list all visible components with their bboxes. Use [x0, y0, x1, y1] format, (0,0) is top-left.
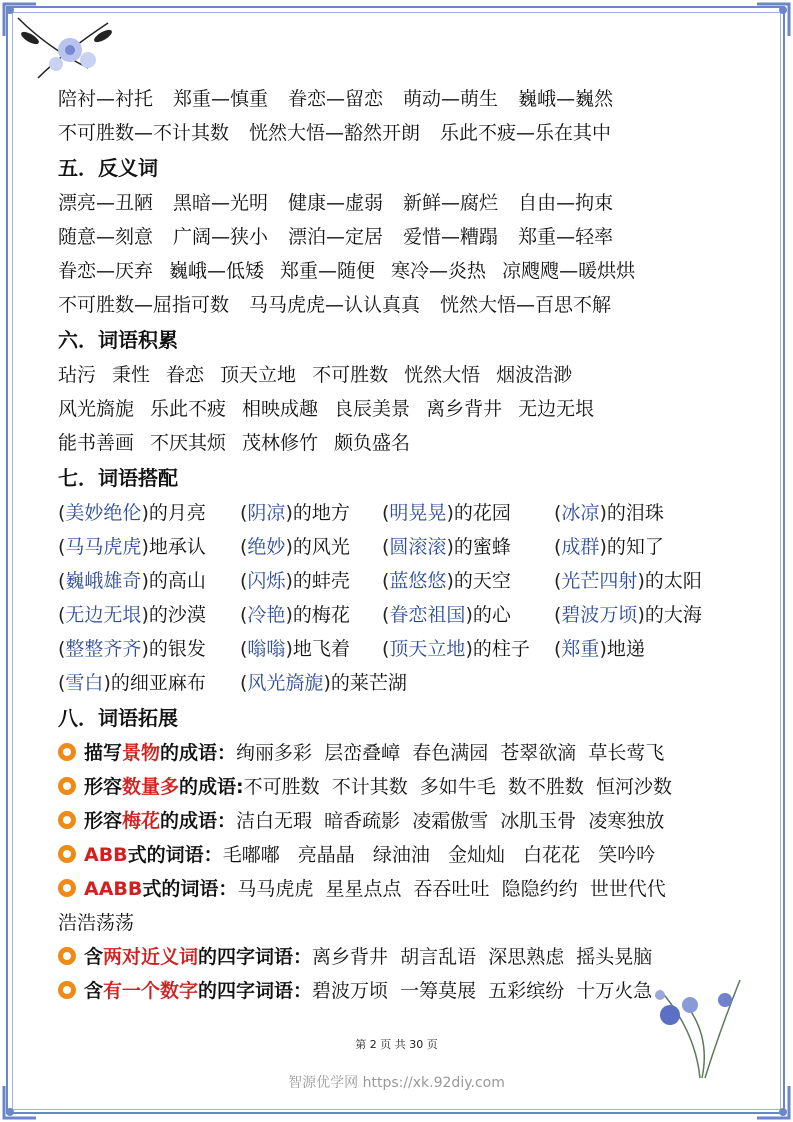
expansion-item: [58, 804, 738, 838]
collocation-row: [58, 632, 738, 666]
expansion-item: [58, 974, 738, 1008]
word-pair: 郑重—慎重: [173, 88, 269, 110]
collocation-noun: 的细亚麻布: [110, 672, 206, 694]
bullet-icon: [58, 845, 76, 863]
page-content: [58, 82, 738, 1008]
collocation-word: 眷恋祖国: [389, 604, 466, 626]
paren-open: (: [240, 502, 248, 524]
flower-decoration-icon: [8, 8, 128, 88]
collocation-word: 嗡嗡: [247, 638, 286, 660]
collocation-noun: 的月亮: [148, 502, 206, 524]
collocation-word: 蓝悠悠: [389, 570, 447, 592]
item-highlight: ABB: [84, 844, 128, 866]
collocation-noun: 的天空: [453, 570, 511, 592]
vocab-word: 良辰美景: [334, 398, 411, 420]
collocation-word: 圆滚滚: [389, 536, 447, 558]
section-heading: 八．词语拓展: [58, 706, 178, 730]
collocation-noun: 的蚌壳: [292, 570, 350, 592]
vocab-row: [58, 358, 738, 392]
paren-open: (: [58, 536, 66, 558]
word-pair: 郑重—随便: [280, 260, 376, 282]
wrapped-words: 浩浩荡荡: [58, 912, 135, 934]
bullet-icon: [58, 777, 76, 795]
paren-open: (: [58, 638, 66, 660]
collocation-word: 绝妙: [247, 536, 286, 558]
collocation-item: [58, 530, 240, 564]
collocation-noun: 的知了: [606, 536, 664, 558]
antonym-row: [58, 254, 738, 288]
paren-close: ): [599, 536, 607, 558]
collocation-word: 明晃晃: [389, 502, 447, 524]
vocab-word: 能书善画: [58, 432, 135, 454]
expansion-item: [58, 940, 738, 974]
word-pair: 寒冷—炎热: [391, 260, 487, 282]
watermark: 智源优学网 https://xk.92diy.com: [288, 1075, 505, 1091]
collocation-item: [382, 530, 554, 564]
item-words: 洁白无瑕 暗香疏影 凌霜傲雪 冰肌玉骨 凌寒独放: [236, 810, 665, 832]
bullet-icon: [58, 947, 76, 965]
word-pair: 陪衬—衬托: [58, 88, 154, 110]
collocation-noun: 的太阳: [644, 570, 702, 592]
synonym-row: [58, 116, 738, 150]
collocation-item: [58, 496, 240, 530]
collocation-word: 碧波万顷: [561, 604, 638, 626]
item-words: 绚丽多彩 层峦叠嶂 春色满园 苍翠欲滴 草长莺飞: [236, 742, 665, 764]
item-words: 离乡背井 胡言乱语 深思熟虑 摇头晃脑: [312, 946, 653, 968]
item-suffix: 的成语：: [160, 810, 237, 832]
collocation-noun: 的莱芒湖: [330, 672, 407, 694]
paren-close: ): [141, 570, 149, 592]
collocation-item: [554, 496, 724, 530]
collocation-word: 冰凉: [561, 502, 600, 524]
word-pair: 巍峨—巍然: [518, 88, 614, 110]
vocab-word: 乐此不疲: [150, 398, 227, 420]
page-footer: 第 2 页 共 30 页: [355, 1038, 438, 1051]
paren-open: (: [554, 536, 562, 558]
paren-close: ): [285, 536, 293, 558]
collocation-noun: 的花园: [453, 502, 511, 524]
expansion-item: [58, 736, 738, 770]
word-pair: 漂泊—定居: [288, 226, 384, 248]
paren-close: ): [141, 502, 149, 524]
expansion-item: [58, 872, 738, 906]
collocation-item: [382, 496, 554, 530]
collocation-item: [240, 530, 382, 564]
word-pair: 恍然大悟—豁然开朗: [249, 122, 421, 144]
vocab-word: 茂林修竹: [242, 432, 319, 454]
word-pair: 健康—虚弱: [288, 192, 384, 214]
collocation-noun: 的柱子: [472, 638, 530, 660]
collocation-item: [58, 564, 240, 598]
item-words: 碧波万顷 一筹莫展 五彩缤纷 十万火急: [312, 980, 653, 1002]
paren-open: (: [240, 604, 248, 626]
paren-close: ): [141, 638, 149, 660]
bullet-icon: [58, 743, 76, 761]
paren-open: (: [554, 570, 562, 592]
paren-close: ): [599, 502, 607, 524]
collocation-noun: 的银发: [148, 638, 206, 660]
vocab-word: 不可胜数: [312, 364, 389, 386]
collocation-item: [554, 598, 724, 632]
section-heading: 七．词语搭配: [58, 466, 178, 490]
synonym-row: [58, 82, 738, 116]
word-pair: 广阔—狭小: [173, 226, 269, 248]
vocab-word: 秉性: [112, 364, 151, 386]
vocab-row: [58, 392, 738, 426]
vocab-word: 恍然大悟: [404, 364, 481, 386]
collocation-word: 成群: [561, 536, 600, 558]
item-highlight: AABB: [84, 878, 143, 900]
vocab-word: 玷污: [58, 364, 97, 386]
item-highlight: 梅花: [122, 810, 161, 832]
paren-open: (: [58, 672, 66, 694]
corner-ornament-icon: [753, 0, 793, 40]
collocation-noun: 的梅花: [292, 604, 350, 626]
paren-close: ): [285, 638, 293, 660]
antonym-row: [58, 220, 738, 254]
expansion-list: [58, 736, 738, 1008]
collocation-word: 郑重: [561, 638, 600, 660]
collocation-row: [58, 666, 738, 700]
collocation-noun: 的蜜蜂: [453, 536, 511, 558]
item-suffix: 的成语:: [179, 776, 244, 798]
collocation-item: [240, 598, 382, 632]
item-highlight: 数量多: [122, 776, 180, 798]
vocab-word: 颇负盛名: [334, 432, 411, 454]
paren-close: ): [285, 570, 293, 592]
bullet-icon: [58, 981, 76, 999]
paren-open: (: [554, 638, 562, 660]
item-highlight: 景物: [122, 742, 161, 764]
collocation-item: [554, 530, 724, 564]
word-pair: 巍峨—低矮: [169, 260, 265, 282]
paren-open: (: [554, 502, 562, 524]
collocation-item: [382, 632, 554, 666]
item-prefix: 含: [84, 946, 104, 968]
collocation-word: 马马虎虎: [65, 536, 142, 558]
collocation-noun: 的高山: [148, 570, 206, 592]
word-pair: 爱惜—糟蹋: [403, 226, 499, 248]
vocab-word: 烟波浩渺: [496, 364, 573, 386]
collocation-word: 雪白: [65, 672, 104, 694]
collocation-word: 光芒四射: [561, 570, 638, 592]
expansion-item: [58, 770, 738, 804]
collocation-item: [58, 632, 240, 666]
collocation-item: [240, 632, 382, 666]
paren-open: (: [58, 502, 66, 524]
collocation-item: [382, 598, 554, 632]
collocation-list: [58, 496, 738, 700]
word-pair: 凉飕飕—暖烘烘: [502, 260, 636, 282]
paren-open: (: [58, 570, 66, 592]
paren-open: (: [382, 570, 390, 592]
word-pair: 乐此不疲—乐在其中: [440, 122, 612, 144]
item-suffix: 的四字词语：: [198, 946, 313, 968]
collocation-word: 阴凉: [247, 502, 286, 524]
item-prefix: 形容: [84, 810, 123, 832]
collocation-word: 风光旖旎: [247, 672, 324, 694]
vocab-word: 离乡背井: [426, 398, 503, 420]
collocation-word: 顶天立地: [389, 638, 466, 660]
collocation-noun: 的泪珠: [606, 502, 664, 524]
paren-close: ): [285, 604, 293, 626]
collocation-word: 巍峨雄奇: [65, 570, 142, 592]
collocation-word: 美妙绝伦: [65, 502, 142, 524]
item-highlight: 两对近义词: [103, 946, 199, 968]
word-pair: 不可胜数—不计其数: [58, 122, 230, 144]
collocation-noun: 地承认: [148, 536, 206, 558]
collocation-row: [58, 530, 738, 564]
vocab-word: 眷恋: [166, 364, 205, 386]
item-words: 马马虎虎 星星点点 吞吞吐吐 隐隐约约 世世代代: [237, 878, 666, 900]
word-pair: 漂亮—丑陋: [58, 192, 154, 214]
item-words: 毛嘟嘟 亮晶晶 绿油油 金灿灿 白花花 笑吟吟: [222, 844, 656, 866]
paren-open: (: [240, 570, 248, 592]
section-heading: 六．词语积累: [58, 328, 178, 352]
word-pair: 新鲜—腐烂: [403, 192, 499, 214]
collocation-noun: 的沙漠: [148, 604, 206, 626]
paren-open: (: [554, 604, 562, 626]
collocation-item: [58, 666, 240, 700]
item-suffix: 的四字词语：: [198, 980, 313, 1002]
vocab-word: 无边无垠: [518, 398, 595, 420]
collocation-noun: 的心: [472, 604, 511, 626]
collocation-noun: 地飞着: [292, 638, 350, 660]
word-pair: 马马虎虎—认认真真: [249, 294, 421, 316]
vocab-word: 相映成趣: [242, 398, 319, 420]
collocation-row: [58, 496, 738, 530]
word-pair: 黑暗—光明: [173, 192, 269, 214]
vocab-word: 风光旖旎: [58, 398, 135, 420]
collocation-item: [382, 564, 554, 598]
vocab-word: 不厌其烦: [150, 432, 227, 454]
collocation-item: [240, 564, 382, 598]
item-prefix: 描写: [84, 742, 123, 764]
collocation-word: 闪烁: [247, 570, 286, 592]
word-pair: 不可胜数—屈指可数: [58, 294, 230, 316]
paren-close: ): [446, 502, 454, 524]
collocation-row: [58, 598, 738, 632]
paren-close: ): [141, 604, 149, 626]
paren-open: (: [240, 536, 248, 558]
collocation-item: [58, 598, 240, 632]
paren-open: (: [240, 638, 248, 660]
word-pair: 随意—刻意: [58, 226, 154, 248]
expansion-item: [58, 838, 738, 872]
collocation-word: 无边无垠: [65, 604, 142, 626]
antonym-row: [58, 288, 738, 322]
collocation-row: [58, 564, 738, 598]
paren-open: (: [240, 672, 248, 694]
vocab-word: 顶天立地: [220, 364, 297, 386]
collocation-noun: 的风光: [292, 536, 350, 558]
paren-close: ): [103, 672, 111, 694]
bullet-icon: [58, 811, 76, 829]
paren-close: ): [637, 570, 645, 592]
collocation-word: 整整齐齐: [65, 638, 142, 660]
word-pair: 萌动—萌生: [403, 88, 499, 110]
paren-close: ): [285, 502, 293, 524]
collocation-word: 冷艳: [247, 604, 286, 626]
vocab-row: [58, 426, 738, 460]
collocation-noun: 的地方: [292, 502, 350, 524]
word-pair: 自由—拘束: [518, 192, 614, 214]
paren-open: (: [58, 604, 66, 626]
paren-open: (: [382, 536, 390, 558]
paren-close: ): [141, 536, 149, 558]
bullet-icon: [58, 879, 76, 897]
paren-open: (: [382, 502, 390, 524]
collocation-noun: 地递: [606, 638, 645, 660]
item-words: 不可胜数 不计其数 多如牛毛 数不胜数 恒河沙数: [243, 776, 672, 798]
collocation-noun: 的大海: [644, 604, 702, 626]
antonym-row: [58, 186, 738, 220]
section-heading: 五．反义词: [58, 156, 158, 180]
paren-close: ): [637, 604, 645, 626]
collocation-item: [240, 666, 407, 700]
paren-open: (: [382, 604, 390, 626]
item-suffix: 的成语：: [160, 742, 237, 764]
word-pair: 恍然大悟—百思不解: [440, 294, 612, 316]
item-suffix: 式的词语：: [127, 844, 223, 866]
paren-close: ): [446, 536, 454, 558]
item-prefix: 形容: [84, 776, 123, 798]
word-pair: 眷恋—厌弃: [58, 260, 154, 282]
paren-close: ): [599, 638, 607, 660]
word-pair: 郑重—轻率: [518, 226, 614, 248]
paren-close: ): [446, 570, 454, 592]
collocation-item: [554, 632, 724, 666]
collocation-item: [554, 564, 724, 598]
item-highlight: 有一个数字: [103, 980, 199, 1002]
paren-open: (: [382, 638, 390, 660]
item-suffix: 式的词语：: [142, 878, 238, 900]
paren-close: ): [465, 604, 473, 626]
word-pair: 眷恋—留恋: [288, 88, 384, 110]
paren-close: ): [465, 638, 473, 660]
paren-close: ): [323, 672, 331, 694]
item-prefix: 含: [84, 980, 104, 1002]
collocation-item: [240, 496, 382, 530]
